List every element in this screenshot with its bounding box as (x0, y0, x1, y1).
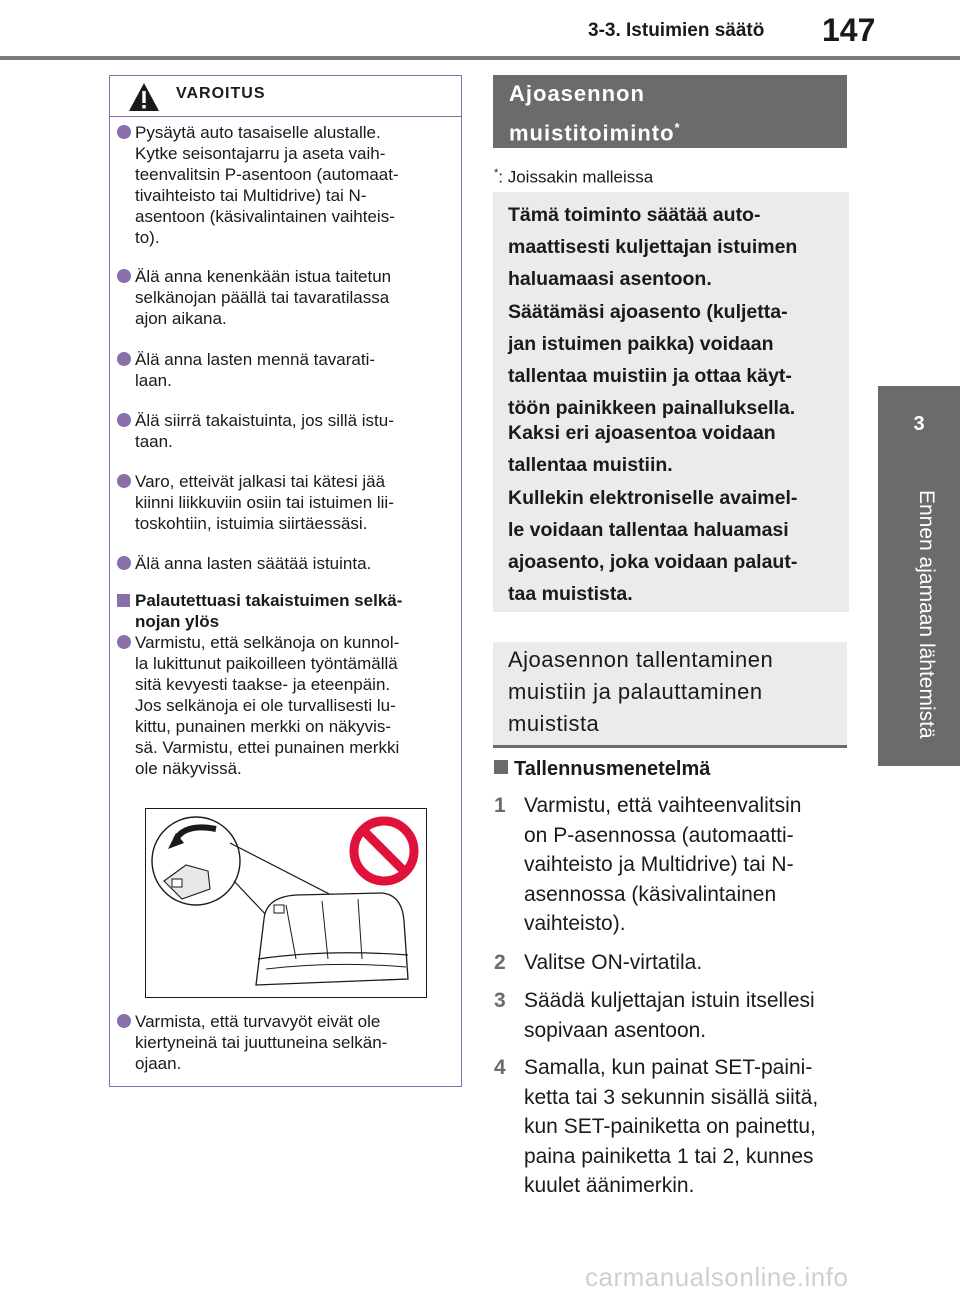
warning-line: Pysäytä auto tasaiselle alustalle. (135, 123, 381, 142)
bullet-dot (117, 352, 131, 366)
step-line: paina painiketta 1 tai 2, kunnes (524, 1144, 814, 1168)
warning-line: Älä anna lasten mennä tavarati- (135, 350, 376, 369)
warning-line: kiertyneinä tai juuttuneina selkän- (135, 1033, 388, 1052)
footnote-marker: * (674, 120, 681, 135)
intro-line: Säätämäsi ajoasento (kuljetta- (508, 301, 788, 323)
step-line: asennossa (käsivalintainen (524, 882, 777, 906)
bullet-dot (117, 556, 131, 570)
intro-paragraph (508, 482, 843, 610)
procedure-step (494, 791, 844, 939)
intro-line: maattisesti kuljettajan istuimen (508, 236, 798, 258)
intro-line: haluamaasi asentoon. (508, 268, 712, 290)
warning-line: Varmista, että turvavyöt eivät ole (135, 1012, 381, 1031)
chapter-number: 3 (913, 413, 925, 435)
warning-line: Varo, etteivät jalkasi tai kätesi jää (135, 472, 386, 491)
warning-line: nojan ylös (135, 612, 220, 631)
procedure-heading (494, 758, 710, 781)
warning-line: Älä siirrä takaistuinta, jos sillä istu- (135, 411, 394, 430)
running-header-title: 3-3. Istuimien säätö (588, 20, 765, 41)
bullet-dot (117, 125, 131, 139)
memory-section-heading (493, 75, 847, 148)
chapter-label: Ennen ajamaan lähtemistä (915, 490, 938, 739)
store-heading-line: muistista (508, 711, 600, 736)
intro-paragraph (508, 417, 843, 481)
warning-line: Älä anna kenenkään istua taitetun (135, 267, 392, 286)
procedure-step (494, 986, 844, 1045)
bullet-dot (117, 635, 131, 649)
intro-line: Tämä toiminto säätää auto- (508, 204, 761, 226)
memory-heading-line: muistitoiminto (509, 120, 675, 146)
warning-item (116, 266, 456, 329)
intro-line: ajoasento, joka voidaan palaut- (508, 551, 798, 573)
intro-paragraph (508, 296, 843, 424)
intro-panel (493, 192, 849, 612)
store-heading-line: Ajoasennon tallentaminen (508, 647, 774, 672)
step-line: on P-asennossa (automaatti- (524, 823, 794, 847)
intro-line: Kaksi eri ajoasentoa voidaan (508, 422, 776, 444)
step-number: 4 (494, 1056, 506, 1079)
bullet-dot (117, 269, 131, 283)
intro-line: jan istuimen paikka) voidaan (508, 333, 774, 355)
warning-line: kittu, punainen merkki on näkyvis- (135, 717, 392, 736)
step-line: ketta tai 3 sekunnin sisällä siitä, (524, 1085, 819, 1109)
warning-line: laan. (135, 371, 172, 390)
step-line: vaihteisto ja Multidrive) tai N- (524, 853, 794, 876)
warning-line: la lukittunut paikoilleen työntämällä (135, 654, 398, 673)
warning-line: sitä kevyesti taakse- ja eteenpäin. (135, 675, 391, 694)
warning-item (116, 632, 456, 779)
intro-paragraph (508, 199, 843, 295)
step-line: Valitse ON-virtatila. (524, 951, 703, 974)
footnote-text: : Joissakin malleissa (498, 167, 654, 187)
warning-line: to). (135, 228, 160, 247)
step-line: kuulet äänimerkin. (524, 1174, 695, 1197)
warning-line: Kytke seisontajarru ja aseta vaih- (135, 144, 386, 163)
warning-subheading (116, 590, 456, 632)
intro-line: le voidaan tallentaa haluamasi (508, 519, 789, 541)
warning-line: Varmistu, että selkänoja on kunnol- (135, 633, 400, 652)
memory-heading-line: Ajoasennon (509, 81, 645, 106)
warning-item (116, 349, 456, 391)
warning-item (116, 1011, 456, 1074)
step-line: Säädä kuljettajan istuin itsellesi (524, 989, 815, 1012)
subheading-square (117, 594, 130, 607)
intro-line: töön painikkeen painalluksella. (508, 397, 796, 419)
warning-line: asentoon (käsivalintainen vaihteis- (135, 207, 395, 226)
step-number: 2 (494, 951, 506, 974)
warning-line: tivaihteisto tai Multidrive) tai N- (135, 186, 367, 205)
footnote (494, 167, 653, 188)
warning-line: Älä anna lasten säätää istuinta. (135, 554, 372, 573)
warning-line: ole näkyvissä. (135, 759, 242, 778)
watermark: carmanualsonline.info (585, 1262, 849, 1292)
intro-line: Kullekin elektroniselle avaimel- (508, 487, 798, 509)
warning-line: toskohtiin, istuimia siirtäessäsi. (135, 514, 368, 533)
step-line: Samalla, kun painat SET-paini- (524, 1056, 813, 1079)
seatback-illustration (145, 808, 427, 998)
warning-line: selkänojan päällä tai tavaratilassa (135, 288, 390, 307)
step-number: 3 (494, 989, 506, 1012)
step-line: sopivaan asentoon. (524, 1018, 707, 1042)
intro-line: tallentaa muistiin ja ottaa käyt- (508, 365, 792, 387)
warning-item (116, 553, 456, 574)
warning-line: ojaan. (135, 1054, 182, 1073)
procedure-title: Tallennusmenetelmä (514, 758, 711, 780)
heading-square (494, 760, 508, 774)
warning-triangle-icon (128, 82, 160, 112)
store-heading-line: muistiin ja palauttaminen (508, 679, 763, 704)
warning-line: ajon aikana. (135, 309, 227, 328)
warning-item (116, 471, 456, 534)
rear-seat-drawing (146, 809, 426, 997)
step-number: 1 (494, 794, 506, 817)
warning-header (110, 76, 461, 117)
bullet-dot (117, 1014, 131, 1028)
warning-item (116, 410, 456, 452)
intro-line: tallentaa muistiin. (508, 454, 673, 476)
warning-line: Palautettuasi takaistuimen selkä- (135, 591, 403, 610)
bullet-dot (117, 474, 131, 488)
procedure-step (494, 1053, 844, 1201)
bullet-dot (117, 413, 131, 427)
warning-line: sä. Varmistu, ettei punainen merkki (135, 738, 400, 757)
warning-line: taan. (135, 432, 173, 451)
intro-line: taa muistista. (508, 583, 633, 605)
warning-line: teenvalitsin P-asentoon (automaat- (135, 165, 399, 184)
step-line: vaihteisto). (524, 912, 626, 935)
procedure-step (494, 948, 844, 978)
header-rule (0, 56, 960, 60)
warning-title: VAROITUS (176, 85, 266, 102)
step-line: Varmistu, että vaihteenvalitsin (524, 794, 802, 817)
footnote-asterisk: * (494, 167, 499, 179)
warning-line: Jos selkänoja ei ole turvallisesti lu- (135, 696, 396, 715)
step-line: kun SET-painiketta on painettu, (524, 1115, 816, 1138)
warning-line: kiinni liikkuviin osiin tai istuimen lii- (135, 493, 394, 512)
warning-item (116, 122, 456, 248)
store-section-heading (493, 642, 847, 748)
page-number: 147 (822, 12, 876, 48)
